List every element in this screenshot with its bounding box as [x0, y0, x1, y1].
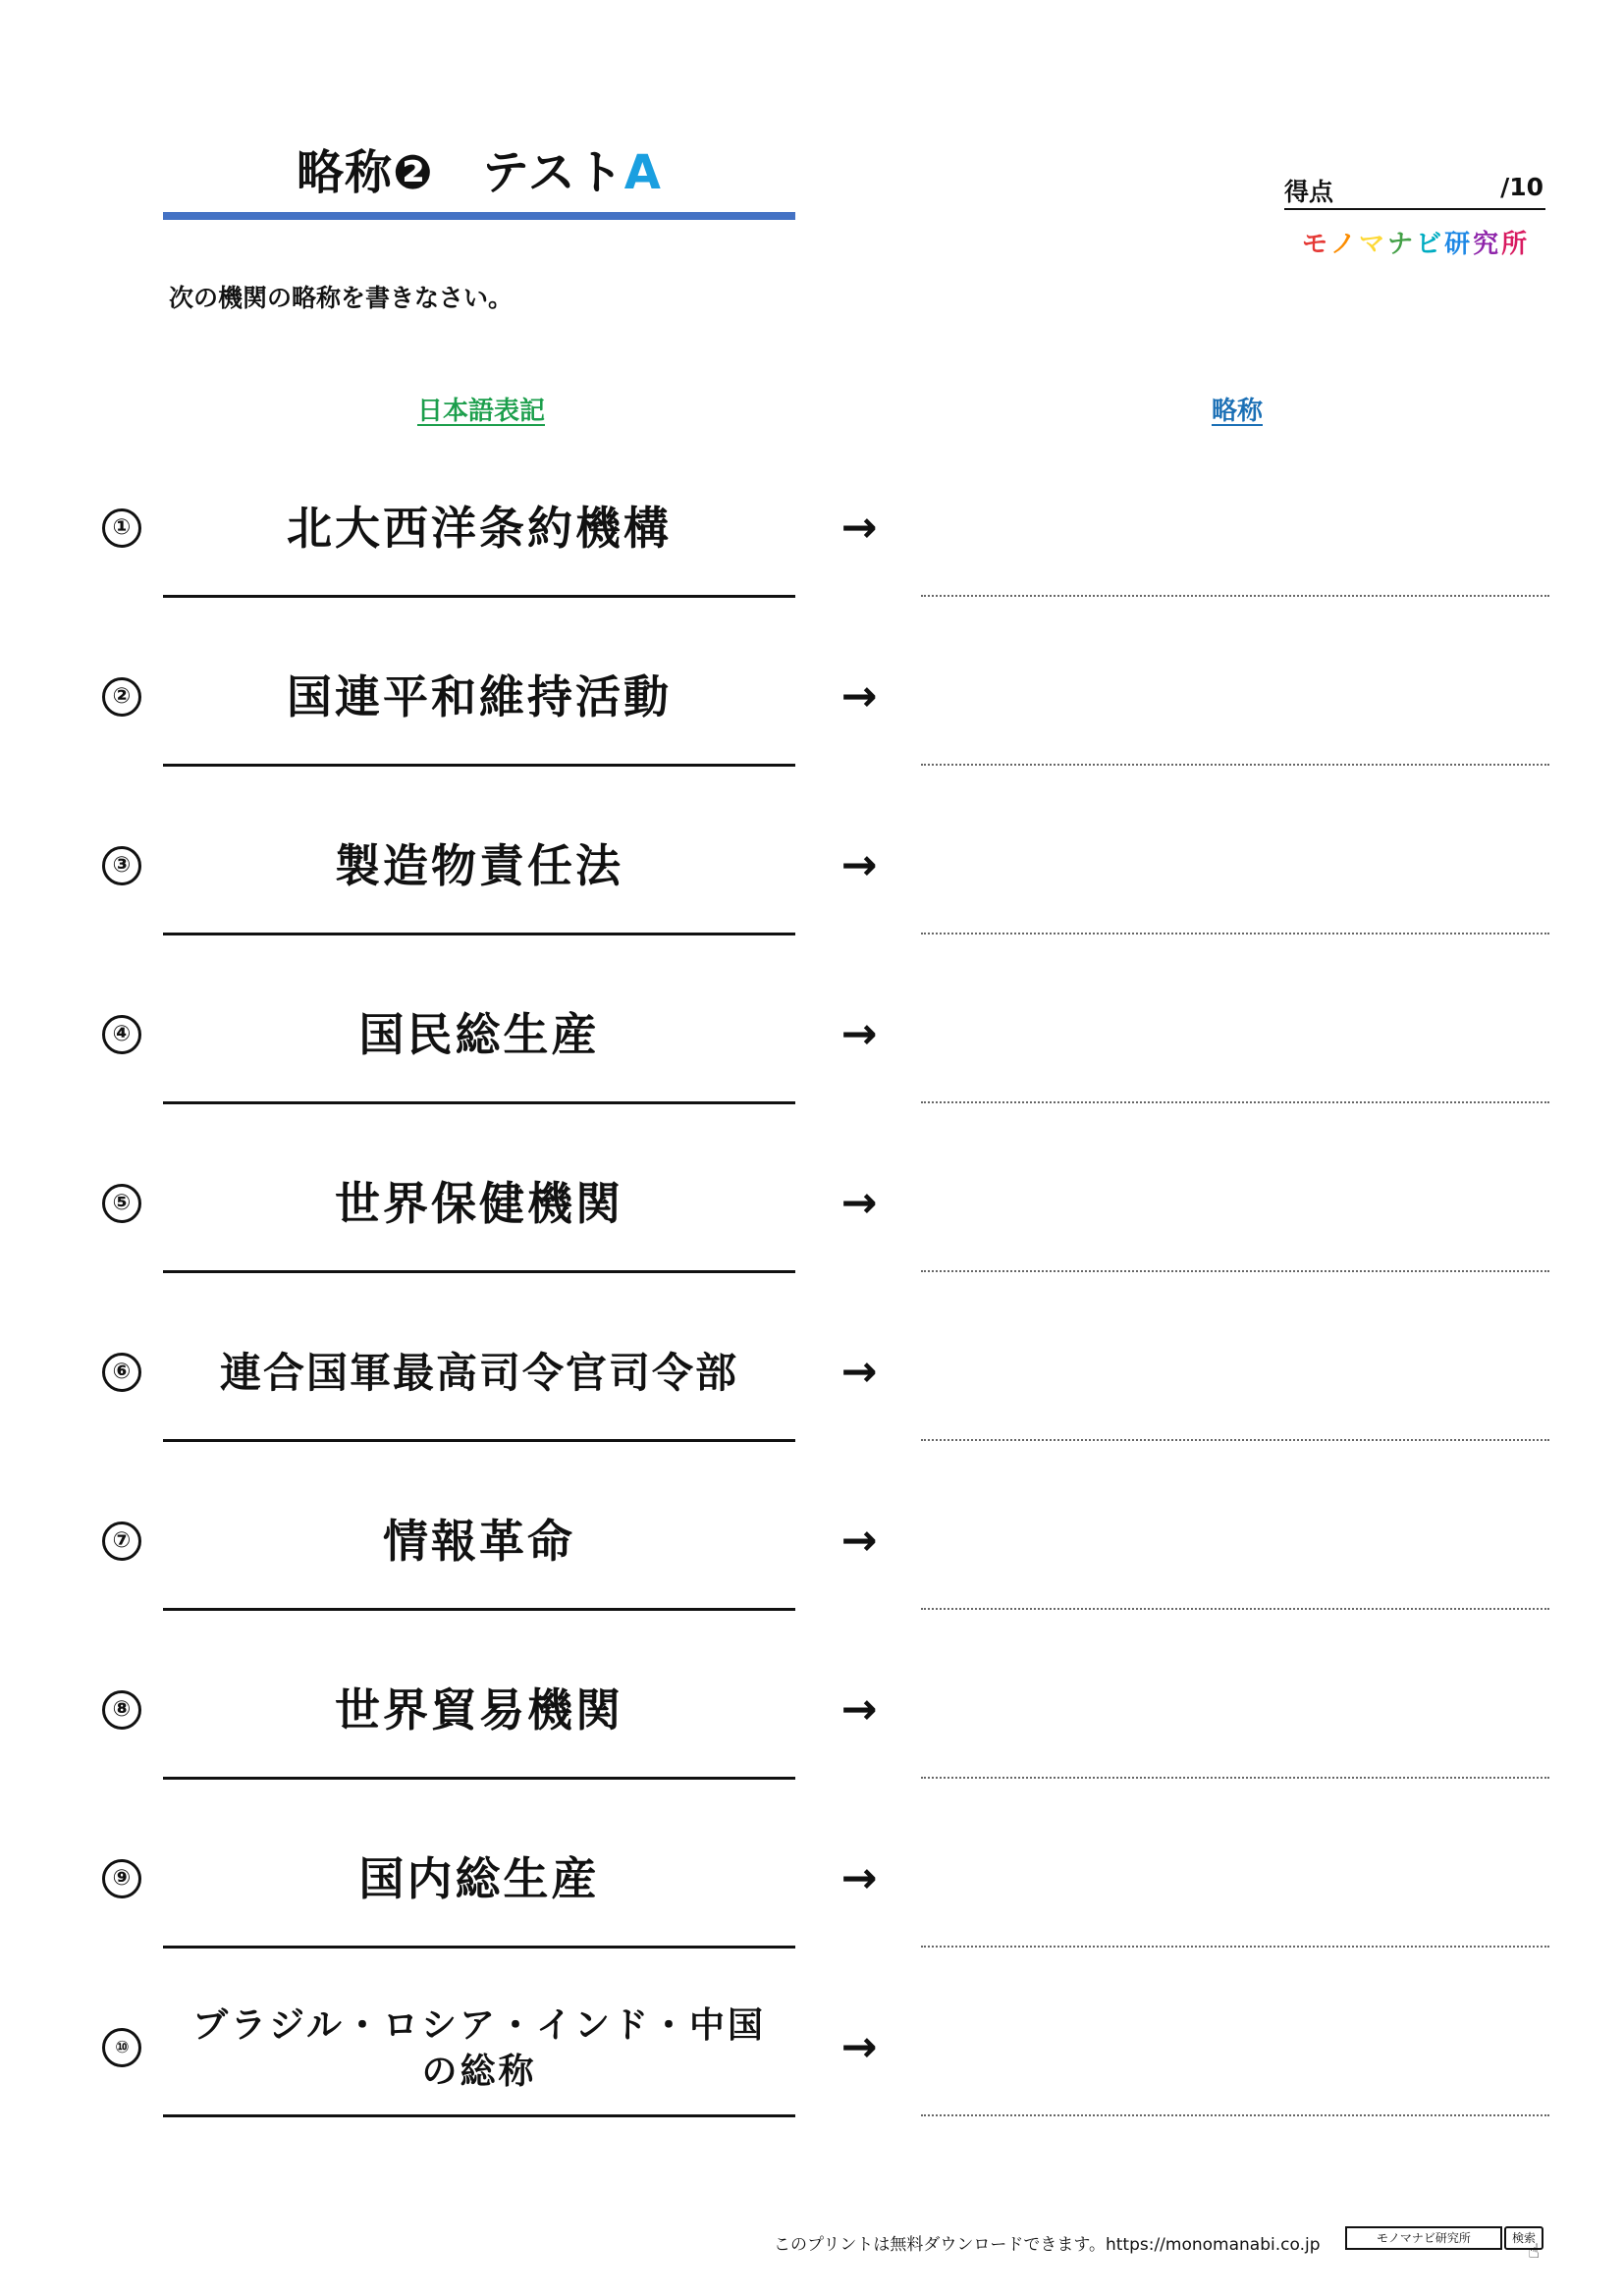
- answer-line[interactable]: [921, 1946, 1549, 1948]
- question-term: 世界保健機関: [335, 1177, 623, 1231]
- question-term: 国民総生産: [358, 1008, 600, 1062]
- column-header-abbreviation: 略称: [1211, 397, 1263, 426]
- term-underline: [163, 1608, 795, 1611]
- question-row: [0, 461, 1624, 630]
- right-arrow-icon: →: [840, 671, 878, 721]
- answer-line[interactable]: [921, 1270, 1549, 1272]
- answer-line[interactable]: [921, 1777, 1549, 1779]
- right-arrow-icon: →: [840, 1516, 878, 1566]
- question-row: [0, 1812, 1624, 1981]
- score-box: [1284, 173, 1545, 210]
- question-number: ⑩: [102, 2028, 141, 2067]
- term-underline: [163, 2114, 795, 2117]
- site-logo: [1302, 224, 1531, 263]
- question-term: 世界貿易機関: [335, 1683, 623, 1737]
- instruction-text: 次の機関の略称を書きなさい。: [169, 284, 514, 312]
- term-underline: [163, 1777, 795, 1780]
- question-term: 国連平和維持活動: [287, 670, 672, 724]
- right-arrow-icon: →: [840, 1178, 878, 1228]
- right-arrow-icon: →: [840, 1853, 878, 1903]
- question-number: ①: [102, 508, 141, 548]
- question-number: ⑧: [102, 1690, 141, 1730]
- right-arrow-icon: →: [840, 840, 878, 890]
- question-row: [0, 1137, 1624, 1306]
- right-arrow-icon: →: [840, 1684, 878, 1735]
- question-row: [0, 1643, 1624, 1812]
- answer-line[interactable]: [921, 595, 1549, 597]
- question-row: [0, 1306, 1624, 1474]
- term-underline: [163, 595, 795, 598]
- right-arrow-icon: →: [840, 1009, 878, 1059]
- footer-text: このプリントは無料ダウンロードできます。https://monomanabi.co.jp: [774, 2235, 1321, 2255]
- question-row: [0, 968, 1624, 1137]
- right-arrow-icon: →: [840, 1347, 878, 1397]
- question-row: [0, 1474, 1624, 1643]
- logo-char-5: ビ: [1416, 230, 1445, 259]
- question-term: 製造物責任法: [335, 839, 623, 893]
- logo-char-7: 究: [1473, 230, 1502, 259]
- term-underline: [163, 1270, 795, 1273]
- question-term: 北大西洋条約機構: [287, 502, 672, 556]
- answer-line[interactable]: [921, 2114, 1549, 2116]
- title-underline: [163, 212, 795, 220]
- right-arrow-icon: →: [840, 2022, 878, 2072]
- question-row: [0, 799, 1624, 968]
- footer-search-button: 検索: [1504, 2226, 1543, 2250]
- logo-char-1: モ: [1302, 230, 1331, 259]
- question-row: [0, 1981, 1624, 2150]
- term-underline: [163, 933, 795, 935]
- footer: [774, 2224, 1549, 2263]
- question-number: ⑥: [102, 1353, 141, 1392]
- logo-char-2: ノ: [1330, 230, 1360, 259]
- column-header-japanese: 日本語表記: [416, 397, 545, 426]
- question-term: 連合国軍最高司令官司令部: [219, 1348, 738, 1397]
- question-term: 情報革命: [383, 1515, 575, 1569]
- question-number: ④: [102, 1015, 141, 1054]
- term-underline: [163, 764, 795, 767]
- question-number: ③: [102, 846, 141, 885]
- answer-line[interactable]: [921, 764, 1549, 766]
- logo-char-8: 所: [1501, 230, 1531, 259]
- question-term: 国内総生産: [358, 1852, 600, 1906]
- term-underline: [163, 1946, 795, 1949]
- logo-char-6: 研: [1444, 230, 1474, 259]
- footer-search-box: モノマナビ研究所: [1345, 2226, 1502, 2250]
- question-number: ⑨: [102, 1859, 141, 1898]
- logo-char-4: ナ: [1387, 230, 1417, 259]
- term-underline: [163, 1101, 795, 1104]
- title-main: 略称❷ テスト: [297, 145, 624, 200]
- answer-line[interactable]: [921, 933, 1549, 934]
- answer-line[interactable]: [921, 1101, 1549, 1103]
- title-accent: A: [623, 145, 662, 200]
- pointer-hand-icon: ☝: [1528, 2239, 1541, 2263]
- score-max: /10: [1500, 173, 1543, 201]
- answer-line[interactable]: [921, 1608, 1549, 1610]
- right-arrow-icon: →: [840, 503, 878, 553]
- question-term: [163, 2001, 795, 2099]
- score-label: 得点: [1284, 178, 1334, 206]
- question-number: ⑦: [102, 1522, 141, 1561]
- term-underline: [163, 1439, 795, 1442]
- logo-char-3: マ: [1359, 230, 1388, 259]
- page-title: [163, 133, 795, 212]
- question-number: ②: [102, 677, 141, 717]
- question-term-line-1: ブラジル・ロシア・インド・中国: [191, 2005, 767, 2047]
- question-term-line-2: の総称: [421, 2052, 537, 2092]
- question-row: [0, 630, 1624, 799]
- answer-line[interactable]: [921, 1439, 1549, 1441]
- question-number: ⑤: [102, 1184, 141, 1223]
